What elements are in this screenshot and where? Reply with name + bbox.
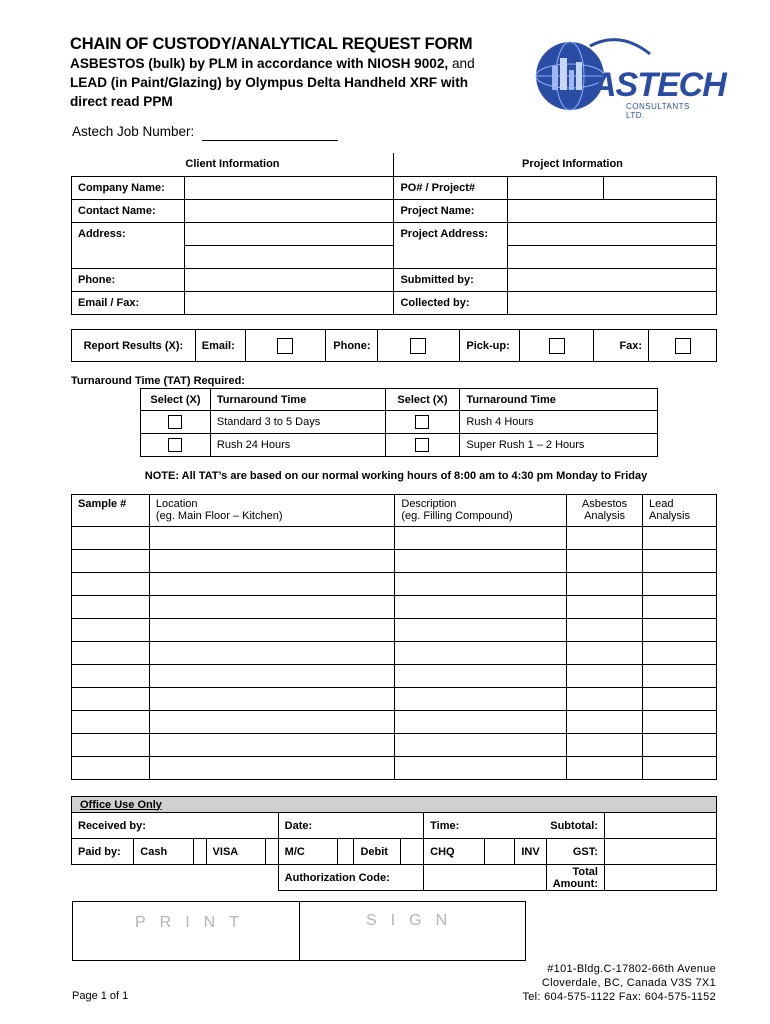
cash-label: Cash [134,839,193,865]
tat-rush24-label: Rush 24 Hours [210,434,385,457]
location-cell[interactable] [149,596,394,619]
paid-by-label: Paid by: [72,839,134,865]
address-line-2: Cloverdale, BC, Canada V3S 7X1 [541,977,716,989]
sample-row [72,642,717,665]
client-info-header: Client Information [72,153,394,176]
tat-standard-cell [141,411,211,434]
logo-text: ASTECH [592,66,726,104]
address-field-2[interactable] [184,245,394,268]
lead-header [643,495,717,527]
tat-rush24-checkbox[interactable] [168,438,182,452]
description-cell[interactable] [395,688,567,711]
project-name-label: Project Name: [394,199,508,222]
info-table [71,153,717,315]
location-cell[interactable] [149,550,394,573]
location-cell[interactable] [149,527,394,550]
report-pickup-label: Pick-up: [460,330,520,362]
po-label: PO# / Project# [394,176,508,199]
report-fax-label: Fax: [594,330,649,362]
po-field-gap [508,176,604,199]
asbestos-cell[interactable] [567,711,643,734]
project-address-label-cont [394,245,508,268]
email-fax-field[interactable] [184,291,394,314]
phone-field[interactable] [184,268,394,291]
tat-superrush-checkbox[interactable] [415,438,429,452]
location-cell[interactable] [149,619,394,642]
report-email-label: Email: [195,330,245,362]
subtotal-field[interactable] [604,813,716,839]
description-cell[interactable] [395,619,567,642]
office-use-heading: Office Use Only [72,797,717,813]
received-by-label: Received by: [72,813,279,839]
tat-note: NOTE: All TAT’s are based on our normal working hours of 8:00 am to 4:30 pm Monday to Friday [144,470,648,482]
location-cell[interactable] [149,757,394,780]
tat-standard-label: Standard 3 to 5 Days [210,411,385,434]
chq-box[interactable] [484,839,515,865]
description-cell[interactable] [395,550,567,573]
total-amount-label: Total Amount: [546,865,604,891]
print-name-field[interactable] [72,901,300,961]
chq-label: CHQ [424,839,485,865]
sample-rows [72,527,717,780]
phone-label: Phone: [72,268,185,291]
description-cell[interactable] [395,573,567,596]
contact-name-label: Contact Name: [72,199,185,222]
description-header [395,495,567,527]
address-field-1[interactable] [184,222,394,245]
address-label-cont [72,245,185,268]
sample-row [72,596,717,619]
report-phone-checkbox[interactable] [410,338,426,354]
asbestos-cell[interactable] [567,665,643,688]
lead-cell[interactable] [643,573,717,596]
visa-label: VISA [206,839,265,865]
asbestos-header [567,495,643,527]
tat-rush4-checkbox[interactable] [415,415,429,429]
time-label: Time: [424,813,515,839]
collected-by-field[interactable] [508,291,717,314]
asbestos-title: Asbestos [581,498,628,510]
address-label: Address: [72,222,185,245]
sample-row [72,527,717,550]
location-title: Location [155,498,198,510]
authorization-code-field[interactable] [424,865,547,891]
project-address-field-2[interactable] [508,245,717,268]
date-field[interactable] [354,813,424,839]
tat-table [140,388,658,457]
contact-name-field[interactable] [184,199,394,222]
location-cell[interactable] [149,642,394,665]
asbestos-cell[interactable] [567,642,643,665]
tat-superrush-cell [385,434,460,457]
lead-cell[interactable] [643,596,717,619]
lead-cell[interactable] [643,757,717,780]
asbestos-cell[interactable] [567,573,643,596]
lead-cell[interactable] [643,619,717,642]
sample-number-cell[interactable] [72,527,150,550]
asbestos-cell[interactable] [567,596,643,619]
description-cell[interactable] [395,642,567,665]
subtitle-line2: LEAD (in Paint/Glazing) by Olympus Delta Handheld XRF with [70,75,469,90]
asbestos-subtitle: Analysis [584,510,626,522]
location-example: (eg. Main Floor – Kitchen) [155,510,283,522]
sample-row [72,734,717,757]
sample-number-cell[interactable] [72,757,150,780]
asbestos-cell[interactable] [567,757,643,780]
tat-rush4-label: Rush 4 Hours [460,411,658,434]
cash-box[interactable] [193,839,206,865]
form-subtitle [70,54,540,111]
company-name-label: Company Name: [72,176,185,199]
report-fax-cell [649,330,717,362]
sample-number-cell[interactable] [72,734,150,757]
location-cell[interactable] [149,711,394,734]
description-cell[interactable] [395,757,567,780]
project-name-field[interactable] [508,199,717,222]
sample-number-cell[interactable] [72,642,150,665]
report-email-cell [245,330,325,362]
sample-row [72,757,717,780]
submitted-by-field[interactable] [508,268,717,291]
report-fax-checkbox[interactable] [675,338,691,354]
description-cell[interactable] [395,734,567,757]
description-example: (eg. Filling Compound) [401,510,513,522]
sample-number-cell[interactable] [72,596,150,619]
project-address-field-1[interactable] [508,222,717,245]
lead-title: Lead [649,498,674,510]
date-label: Date: [278,813,354,839]
lead-cell[interactable] [643,550,717,573]
sign-watermark: SIGN [366,912,462,929]
visa-box[interactable] [265,839,278,865]
tat-superrush-label: Super Rush 1 – 2 Hours [460,434,658,457]
collected-by-label: Collected by: [394,291,508,314]
lead-subtitle: Analysis [649,510,690,522]
po-field[interactable] [604,176,717,199]
astech-logo [530,36,726,120]
lead-cell[interactable] [643,665,717,688]
tat-heading: Turnaround Time (TAT) Required: [71,375,245,387]
submitted-by-label: Submitted by: [394,268,508,291]
tat-select-header-1: Select (X) [141,389,211,411]
debit-label: Debit [354,839,400,865]
company-address [522,962,716,1004]
sample-row [72,619,717,642]
asbestos-cell[interactable] [567,527,643,550]
sample-number-cell[interactable] [72,619,150,642]
project-address-label: Project Address: [394,222,508,245]
lead-cell[interactable] [643,734,717,757]
asbestos-cell[interactable] [567,550,643,573]
mc-label: M/C [278,839,337,865]
email-fax-label: Email / Fax: [72,291,185,314]
tat-rush24-cell [141,434,211,457]
report-pickup-checkbox[interactable] [549,338,565,354]
sample-row [72,711,717,734]
sample-row [72,688,717,711]
signature-field[interactable] [299,901,526,961]
sample-number-cell[interactable] [72,665,150,688]
report-results-label: Report Results (X): [72,330,196,362]
location-cell[interactable] [149,688,394,711]
asbestos-cell[interactable] [567,688,643,711]
report-phone-label: Phone: [325,330,377,362]
authorization-code-label: Authorization Code: [278,865,423,891]
sample-number-cell[interactable] [72,550,150,573]
location-cell[interactable] [149,734,394,757]
gst-label: GST: [546,839,604,865]
report-email-checkbox[interactable] [277,338,293,354]
description-cell[interactable] [395,711,567,734]
location-cell[interactable] [149,665,394,688]
project-info-header: Project Information [394,153,717,176]
report-pickup-cell [520,330,594,362]
job-number-label: Astech Job Number: [72,124,195,139]
lead-cell[interactable] [643,642,717,665]
form-title: CHAIN OF CUSTODY/ANALYTICAL REQUEST FORM [70,35,473,53]
company-name-field[interactable] [184,176,394,199]
sample-row [72,665,717,688]
location-header [149,495,394,527]
sample-number-cell[interactable] [72,688,150,711]
sample-row [72,550,717,573]
auth-spacer [72,865,279,891]
mc-box[interactable] [337,839,354,865]
office-use-table [71,796,717,891]
tat-standard-checkbox[interactable] [168,415,182,429]
description-cell[interactable] [395,527,567,550]
address-line-1: #101-Bldg.C-17802-66th Avenue [547,963,716,975]
subtitle-line1: ASBESTOS (bulk) by PLM in accordance with NIOSH 9002, [70,56,449,71]
lead-cell[interactable] [643,711,717,734]
subtitle-line3: direct read PPM [70,94,173,109]
total-amount-field[interactable] [604,865,716,891]
subtitle-line1-and: and [448,56,475,71]
asbestos-cell[interactable] [567,734,643,757]
description-cell[interactable] [395,665,567,688]
report-results-table [71,329,717,362]
sample-row [72,573,717,596]
subtotal-label: Subtotal: [515,813,605,839]
sample-number-header: Sample # [72,495,150,527]
page-number: Page 1 of 1 [72,990,129,1002]
report-phone-cell [377,330,460,362]
tat-time-header-1: Turnaround Time [210,389,385,411]
tat-time-header-2: Turnaround Time [460,389,658,411]
gst-field[interactable] [604,839,716,865]
samples-table [71,494,717,780]
tat-rush4-cell [385,411,460,434]
inv-label: INV [515,839,546,865]
tat-select-header-2: Select (X) [385,389,460,411]
debit-box[interactable] [400,839,424,865]
address-line-3: Tel: 604-575-1122 Fax: 604-575-1152 [522,991,716,1003]
description-cell[interactable] [395,596,567,619]
logo-subtext: CONSULTANTS LTD. [626,102,690,120]
job-number-field[interactable] [202,140,338,141]
location-cell[interactable] [149,573,394,596]
lead-cell[interactable] [643,688,717,711]
asbestos-cell[interactable] [567,619,643,642]
sample-number-cell[interactable] [72,573,150,596]
description-title: Description [401,498,457,510]
lead-cell[interactable] [643,527,717,550]
sample-number-cell[interactable] [72,711,150,734]
print-watermark: PRINT [135,914,253,931]
